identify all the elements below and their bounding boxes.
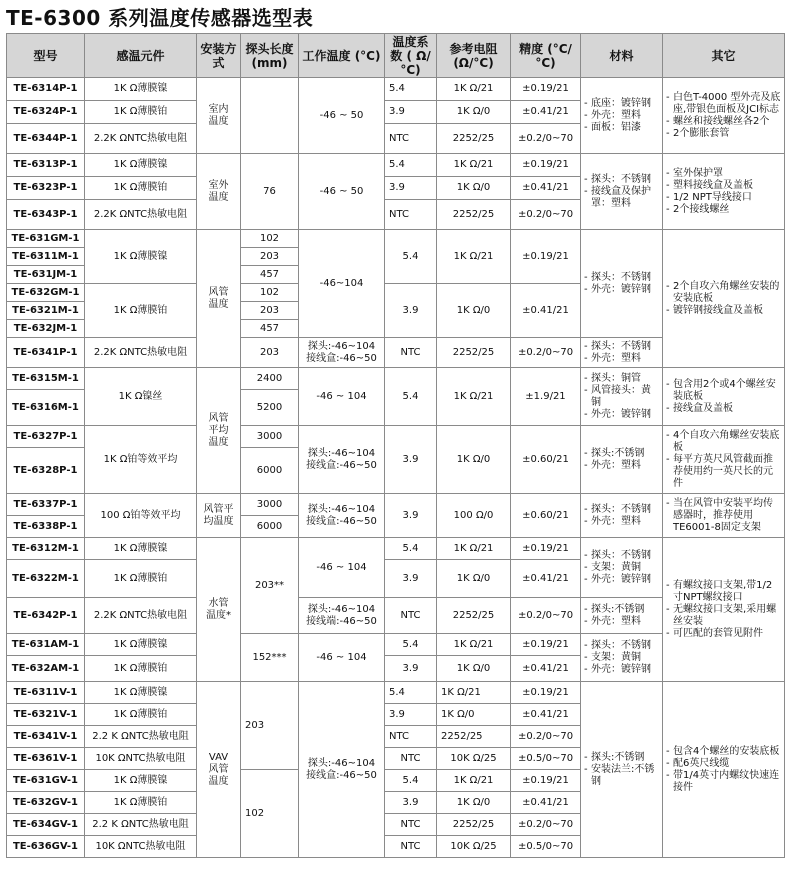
model-cell: TE-6313P-1 bbox=[7, 154, 85, 177]
notes-cell: - 白色T-4000 型外壳及底座,带银色面板及JCI标志 - 螺丝和接线螺丝各2个 - 2个膨胀套管 bbox=[663, 78, 785, 154]
acc-cell: ±0.19/21 bbox=[511, 770, 581, 792]
coef-cell: 3.9 bbox=[385, 704, 437, 726]
notes-cell: - 有螺纹接口支架,带1/2寸NPT螺纹接口 - 无螺纹接口支架,采用螺丝安装 - 可匹配的套管见附件 bbox=[663, 538, 785, 682]
element-cell: 2.2K ΩNTC热敏电阻 bbox=[85, 200, 197, 230]
coef-cell: NTC bbox=[385, 598, 437, 634]
coef-cell: 3.9 bbox=[385, 177, 437, 200]
table-row bbox=[7, 230, 785, 248]
res-cell: 2252/25 bbox=[437, 338, 511, 368]
element-cell: 1K Ω薄膜铂 bbox=[85, 656, 197, 682]
acc-cell: ±0.41/21 bbox=[511, 560, 581, 598]
coef-cell: NTC bbox=[385, 748, 437, 770]
coef-cell: 3.9 bbox=[385, 284, 437, 338]
length-cell: 2400 bbox=[241, 368, 299, 390]
temp-cell: 探头:-46~104 接线端:-46~50 bbox=[299, 598, 385, 634]
temp-cell: -46 ~ 104 bbox=[299, 634, 385, 682]
temp-cell: 探头:-46~104 接线盒:-46~50 bbox=[299, 338, 385, 368]
coef-cell: 5.4 bbox=[385, 682, 437, 704]
notes-cell: - 4个自攻六角螺丝安装底板 - 每平方英尺风管截面推荐使用约一英尺长的元件 bbox=[663, 426, 785, 494]
element-cell: 2.2 K ΩNTC热敏电阻 bbox=[85, 726, 197, 748]
header-row bbox=[7, 34, 785, 78]
header-cell: 温度系数 ( Ω/°C) bbox=[385, 34, 437, 78]
header-cell: 感温元件 bbox=[85, 34, 197, 78]
temp-cell: 探头:-46~104 接线盒:-46~50 bbox=[299, 426, 385, 494]
length-cell: 76 bbox=[241, 154, 299, 230]
length-cell: 3000 bbox=[241, 494, 299, 516]
model-cell: TE-631GM-1 bbox=[7, 230, 85, 248]
acc-cell: ±0.2/0~70 bbox=[511, 814, 581, 836]
length-cell bbox=[241, 78, 299, 154]
res-cell: 1K Ω/0 bbox=[437, 792, 511, 814]
element-cell: 1K Ω薄膜铂 bbox=[85, 704, 197, 726]
res-cell: 1K Ω/21 bbox=[437, 770, 511, 792]
mount-cell: 水管 温度* bbox=[197, 538, 241, 682]
coef-cell: 5.4 bbox=[385, 634, 437, 656]
acc-cell: ±0.19/21 bbox=[511, 538, 581, 560]
material-cell: - 探头：不锈钢 - 外壳：塑料 bbox=[581, 338, 663, 368]
element-cell: 1K Ω薄膜镍 bbox=[85, 230, 197, 284]
element-cell: 1K Ω薄膜铂 bbox=[85, 284, 197, 338]
acc-cell: ±0.2/0~70 bbox=[511, 338, 581, 368]
header-cell: 工作温度 (°C) bbox=[299, 34, 385, 78]
element-cell: 2.2K ΩNTC热敏电阻 bbox=[85, 598, 197, 634]
spec-table bbox=[6, 33, 785, 858]
temp-cell: -46 ~ 104 bbox=[299, 538, 385, 598]
acc-cell: ±0.41/21 bbox=[511, 792, 581, 814]
acc-cell: ±0.19/21 bbox=[511, 230, 581, 284]
length-cell: 3000 bbox=[241, 426, 299, 448]
mount-cell: 风管平 均温度 bbox=[197, 494, 241, 538]
element-cell: 1K Ω薄膜镍 bbox=[85, 78, 197, 101]
acc-cell: ±0.60/21 bbox=[511, 494, 581, 538]
res-cell: 2252/25 bbox=[437, 814, 511, 836]
res-cell: 1K Ω/0 bbox=[437, 426, 511, 494]
element-cell: 1K Ω薄膜镍 bbox=[85, 682, 197, 704]
notes-cell: - 室外保护罩 - 塑料接线盒及盖板 - 1/2 NPT导线接口 - 2个接线螺丝 bbox=[663, 154, 785, 230]
res-cell: 1K Ω/0 bbox=[437, 284, 511, 338]
acc-cell: ±0.5/0~70 bbox=[511, 836, 581, 858]
length-cell: 6000 bbox=[241, 448, 299, 494]
mount-cell: 室外 温度 bbox=[197, 154, 241, 230]
res-cell: 1K Ω/0 bbox=[437, 101, 511, 124]
model-cell: TE-6316M-1 bbox=[7, 390, 85, 426]
coef-cell: NTC bbox=[385, 124, 437, 154]
acc-cell: ±0.19/21 bbox=[511, 682, 581, 704]
coef-cell: 3.9 bbox=[385, 426, 437, 494]
mount-cell: VAV 风管 温度 bbox=[197, 682, 241, 858]
res-cell: 1K Ω/0 bbox=[437, 177, 511, 200]
length-cell: 203 bbox=[241, 302, 299, 320]
model-cell: TE-6343P-1 bbox=[7, 200, 85, 230]
notes-cell: - 包含4个螺丝的安装底板 - 配6英尺线缆 - 带1/4英寸内螺纹快速连接件 bbox=[663, 682, 785, 858]
res-cell: 2252/25 bbox=[437, 124, 511, 154]
model-cell: TE-631GV-1 bbox=[7, 770, 85, 792]
material-cell: - 探头：不锈钢 - 外壳：塑料 bbox=[581, 494, 663, 538]
acc-cell: ±0.41/21 bbox=[511, 656, 581, 682]
material-cell: - 探头：不锈钢 - 接线盒及保护罩：塑料 bbox=[581, 154, 663, 230]
table-row bbox=[7, 494, 785, 516]
coef-cell: NTC bbox=[385, 836, 437, 858]
notes-cell: - 2个自攻六角螺丝安装的安装底板 - 镀锌钢接线盒及盖板 bbox=[663, 230, 785, 368]
coef-cell: 3.9 bbox=[385, 494, 437, 538]
element-cell: 10K ΩNTC热敏电阻 bbox=[85, 836, 197, 858]
coef-cell: 3.9 bbox=[385, 656, 437, 682]
element-cell: 10K ΩNTC热敏电阻 bbox=[85, 748, 197, 770]
acc-cell: ±0.2/0~70 bbox=[511, 726, 581, 748]
length-cell: 457 bbox=[241, 266, 299, 284]
header-cell: 精度 (°C/°C) bbox=[511, 34, 581, 78]
acc-cell: ±0.19/21 bbox=[511, 154, 581, 177]
acc-cell: ±0.19/21 bbox=[511, 78, 581, 101]
coef-cell: 3.9 bbox=[385, 792, 437, 814]
temp-cell: -46~104 bbox=[299, 230, 385, 338]
coef-cell: 3.9 bbox=[385, 101, 437, 124]
length-cell: 203 bbox=[241, 338, 299, 368]
table-row bbox=[7, 78, 785, 101]
element-cell: 1K Ω薄膜铂 bbox=[85, 792, 197, 814]
model-cell: TE-6312M-1 bbox=[7, 538, 85, 560]
model-cell: TE-6337P-1 bbox=[7, 494, 85, 516]
coef-cell: 3.9 bbox=[385, 560, 437, 598]
element-cell: 2.2K ΩNTC热敏电阻 bbox=[85, 338, 197, 368]
table-row bbox=[7, 682, 785, 704]
coef-cell: 5.4 bbox=[385, 230, 437, 284]
coef-cell: NTC bbox=[385, 814, 437, 836]
model-cell: TE-6311M-1 bbox=[7, 248, 85, 266]
acc-cell: ±0.5/0~70 bbox=[511, 748, 581, 770]
temp-cell: 探头:-46~104 接线盒:-46~50 bbox=[299, 682, 385, 858]
res-cell: 2252/25 bbox=[437, 200, 511, 230]
model-cell: TE-632GM-1 bbox=[7, 284, 85, 302]
acc-cell: ±0.41/21 bbox=[511, 177, 581, 200]
model-cell: TE-6322M-1 bbox=[7, 560, 85, 598]
res-cell: 1K Ω/21 bbox=[437, 682, 511, 704]
element-cell: 2.2K ΩNTC热敏电阻 bbox=[85, 124, 197, 154]
res-cell: 1K Ω/0 bbox=[437, 656, 511, 682]
model-cell: TE-6314P-1 bbox=[7, 78, 85, 101]
material-cell: - 探头：铜管 - 风管接头：黄铜 - 外壳：镀锌钢 bbox=[581, 368, 663, 426]
length-cell: 152*** bbox=[241, 634, 299, 682]
length-cell: 102 bbox=[241, 770, 299, 858]
element-cell: 1K Ω铂等效平均 bbox=[85, 426, 197, 494]
notes-cell: - 当在风管中安装平均传感器时，推荐使用TE6001-8固定支架 bbox=[663, 494, 785, 538]
header-cell: 材料 bbox=[581, 34, 663, 78]
model-cell: TE-6324P-1 bbox=[7, 101, 85, 124]
model-cell: TE-636GV-1 bbox=[7, 836, 85, 858]
temp-cell: -46 ~ 104 bbox=[299, 368, 385, 426]
model-cell: TE-6338P-1 bbox=[7, 516, 85, 538]
element-cell: 1K Ω薄膜铂 bbox=[85, 101, 197, 124]
element-cell: 1K Ω薄膜镍 bbox=[85, 538, 197, 560]
coef-cell: 5.4 bbox=[385, 154, 437, 177]
res-cell: 1K Ω/21 bbox=[437, 154, 511, 177]
model-cell: TE-6344P-1 bbox=[7, 124, 85, 154]
acc-cell: ±0.41/21 bbox=[511, 284, 581, 338]
header-cell: 其它 bbox=[663, 34, 785, 78]
notes-cell: - 包含用2个或4个螺丝安装底板 - 接线盒及盖板 bbox=[663, 368, 785, 426]
res-cell: 1K Ω/0 bbox=[437, 560, 511, 598]
material-cell: - 探头:不锈钢 - 外壳：塑料 bbox=[581, 426, 663, 494]
coef-cell: NTC bbox=[385, 200, 437, 230]
acc-cell: ±0.41/21 bbox=[511, 101, 581, 124]
material-cell: - 底座：镀锌钢 - 外壳：塑料 - 面板：铝漆 bbox=[581, 78, 663, 154]
page-title: TE-6300 系列温度传感器选型表 bbox=[6, 6, 314, 30]
mount-cell: 风管 温度 bbox=[197, 230, 241, 368]
length-cell: 5200 bbox=[241, 390, 299, 426]
model-cell: TE-631AM-1 bbox=[7, 634, 85, 656]
res-cell: 1K Ω/0 bbox=[437, 704, 511, 726]
material-cell: - 探头：不锈钢 - 支架：黄铜 - 外壳：镀锌钢 bbox=[581, 538, 663, 598]
coef-cell: 5.4 bbox=[385, 368, 437, 426]
model-cell: TE-6311V-1 bbox=[7, 682, 85, 704]
length-cell: 457 bbox=[241, 320, 299, 338]
model-cell: TE-6323P-1 bbox=[7, 177, 85, 200]
res-cell: 100 Ω/0 bbox=[437, 494, 511, 538]
model-cell: TE-6328P-1 bbox=[7, 448, 85, 494]
header-cell: 探头长度 (mm) bbox=[241, 34, 299, 78]
element-cell: 1K Ω薄膜镍 bbox=[85, 154, 197, 177]
model-cell: TE-6321V-1 bbox=[7, 704, 85, 726]
coef-cell: 5.4 bbox=[385, 78, 437, 101]
coef-cell: 5.4 bbox=[385, 770, 437, 792]
model-cell: TE-6321M-1 bbox=[7, 302, 85, 320]
model-cell: TE-6341P-1 bbox=[7, 338, 85, 368]
header-cell: 型号 bbox=[7, 34, 85, 78]
res-cell: 1K Ω/21 bbox=[437, 634, 511, 656]
acc-cell: ±0.2/0~70 bbox=[511, 200, 581, 230]
mount-cell: 室内 温度 bbox=[197, 78, 241, 154]
res-cell: 1K Ω/21 bbox=[437, 538, 511, 560]
table-row bbox=[7, 154, 785, 177]
coef-cell: NTC bbox=[385, 338, 437, 368]
table-row bbox=[7, 538, 785, 560]
acc-cell: ±0.19/21 bbox=[511, 634, 581, 656]
material-cell: - 探头:不锈钢 - 安装法兰:不锈钢 bbox=[581, 682, 663, 858]
element-cell: 2.2 K ΩNTC热敏电阻 bbox=[85, 814, 197, 836]
acc-cell: ±0.60/21 bbox=[511, 426, 581, 494]
model-cell: TE-6361V-1 bbox=[7, 748, 85, 770]
coef-cell: 5.4 bbox=[385, 538, 437, 560]
length-cell: 203 bbox=[241, 248, 299, 266]
length-cell: 102 bbox=[241, 284, 299, 302]
element-cell: 1K Ω镍丝 bbox=[85, 368, 197, 426]
element-cell: 1K Ω薄膜镍 bbox=[85, 634, 197, 656]
length-cell: 102 bbox=[241, 230, 299, 248]
model-cell: TE-632AM-1 bbox=[7, 656, 85, 682]
acc-cell: ±0.41/21 bbox=[511, 704, 581, 726]
res-cell: 10K Ω/25 bbox=[437, 836, 511, 858]
model-cell: TE-632JM-1 bbox=[7, 320, 85, 338]
coef-cell: NTC bbox=[385, 726, 437, 748]
mount-cell: 风管 平均 温度 bbox=[197, 368, 241, 494]
element-cell: 1K Ω薄膜铂 bbox=[85, 177, 197, 200]
model-cell: TE-632GV-1 bbox=[7, 792, 85, 814]
header-cell: 安装方式 bbox=[197, 34, 241, 78]
res-cell: 1K Ω/21 bbox=[437, 78, 511, 101]
element-cell: 1K Ω薄膜铂 bbox=[85, 560, 197, 598]
model-cell: TE-6327P-1 bbox=[7, 426, 85, 448]
temp-cell: 探头:-46~104 接线盒:-46~50 bbox=[299, 494, 385, 538]
model-cell: TE-6342P-1 bbox=[7, 598, 85, 634]
length-cell: 6000 bbox=[241, 516, 299, 538]
length-cell: 203 bbox=[241, 682, 299, 770]
acc-cell: ±1.9/21 bbox=[511, 368, 581, 426]
res-cell: 2252/25 bbox=[437, 726, 511, 748]
temp-cell: -46 ~ 50 bbox=[299, 78, 385, 154]
res-cell: 1K Ω/21 bbox=[437, 368, 511, 426]
temp-cell: -46 ~ 50 bbox=[299, 154, 385, 230]
material-cell: - 探头：不锈钢 - 支架：黄铜 - 外壳：镀锌钢 bbox=[581, 634, 663, 682]
model-cell: TE-6341V-1 bbox=[7, 726, 85, 748]
model-cell: TE-631JM-1 bbox=[7, 266, 85, 284]
table-row bbox=[7, 368, 785, 390]
table-row bbox=[7, 426, 785, 448]
material-cell: - 探头:不锈钢 - 外壳：塑料 bbox=[581, 598, 663, 634]
element-cell: 1K Ω薄膜镍 bbox=[85, 770, 197, 792]
material-cell: - 探头：不锈钢 - 外壳：镀锌钢 bbox=[581, 230, 663, 338]
acc-cell: ±0.2/0~70 bbox=[511, 598, 581, 634]
res-cell: 10K Ω/25 bbox=[437, 748, 511, 770]
model-cell: TE-634GV-1 bbox=[7, 814, 85, 836]
element-cell: 100 Ω铂等效平均 bbox=[85, 494, 197, 538]
length-cell: 203** bbox=[241, 538, 299, 634]
res-cell: 1K Ω/21 bbox=[437, 230, 511, 284]
acc-cell: ±0.2/0~70 bbox=[511, 124, 581, 154]
res-cell: 2252/25 bbox=[437, 598, 511, 634]
model-cell: TE-6315M-1 bbox=[7, 368, 85, 390]
header-cell: 参考电阻 (Ω/°C) bbox=[437, 34, 511, 78]
